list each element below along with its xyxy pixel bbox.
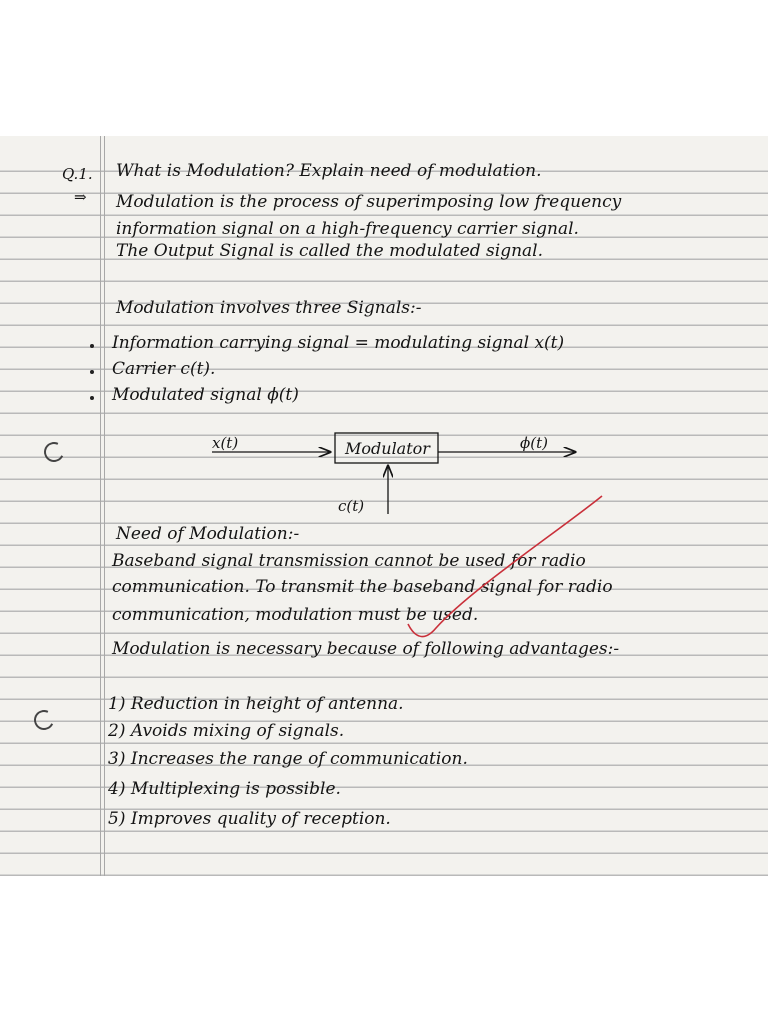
answer-arrow: ⇒ bbox=[74, 188, 87, 206]
signal-item: Information carrying signal = modulating signal x(t) bbox=[112, 333, 565, 353]
definition-line: information signal on a high-frequency carrier signal. bbox=[116, 219, 579, 239]
advantage-item: 4) Multiplexing is possible. bbox=[108, 779, 341, 799]
advantage-item: 5) Improves quality of reception. bbox=[108, 809, 391, 829]
check-stroke bbox=[408, 496, 602, 637]
advantage-item: 1) Reduction in height of antenna. bbox=[108, 694, 404, 714]
need-line: Modulation is necessary because of following advantages:- bbox=[112, 639, 620, 659]
input-label: x(t) bbox=[212, 434, 239, 452]
need-line: communication, modulation must be used. bbox=[112, 605, 479, 625]
need-heading: Need of Modulation:- bbox=[116, 524, 300, 544]
question-title: What is Modulation? Explain need of modulation. bbox=[116, 161, 542, 181]
need-line: Baseband signal transmission cannot be used for radio bbox=[112, 551, 586, 571]
definition-line: Modulation is the process of superimposing low frequency bbox=[116, 192, 622, 212]
need-line: communication. To transmit the baseband signal for radio bbox=[112, 577, 613, 597]
definition-line: The Output Signal is called the modulated signal. bbox=[116, 241, 544, 261]
output-label: ϕ(t) bbox=[520, 434, 548, 452]
signals-heading: Modulation involves three Signals:- bbox=[116, 298, 422, 318]
question-number: Q.1. bbox=[62, 165, 93, 183]
carrier-label: c(t) bbox=[338, 497, 365, 515]
signal-item: Carrier c(t). bbox=[112, 359, 216, 379]
advantage-item: 3) Increases the range of communication. bbox=[108, 749, 468, 769]
advantage-item: 2) Avoids mixing of signals. bbox=[108, 721, 345, 741]
signal-item: Modulated signal ϕ(t) bbox=[112, 385, 299, 405]
modulator-label: Modulator bbox=[345, 439, 430, 458]
